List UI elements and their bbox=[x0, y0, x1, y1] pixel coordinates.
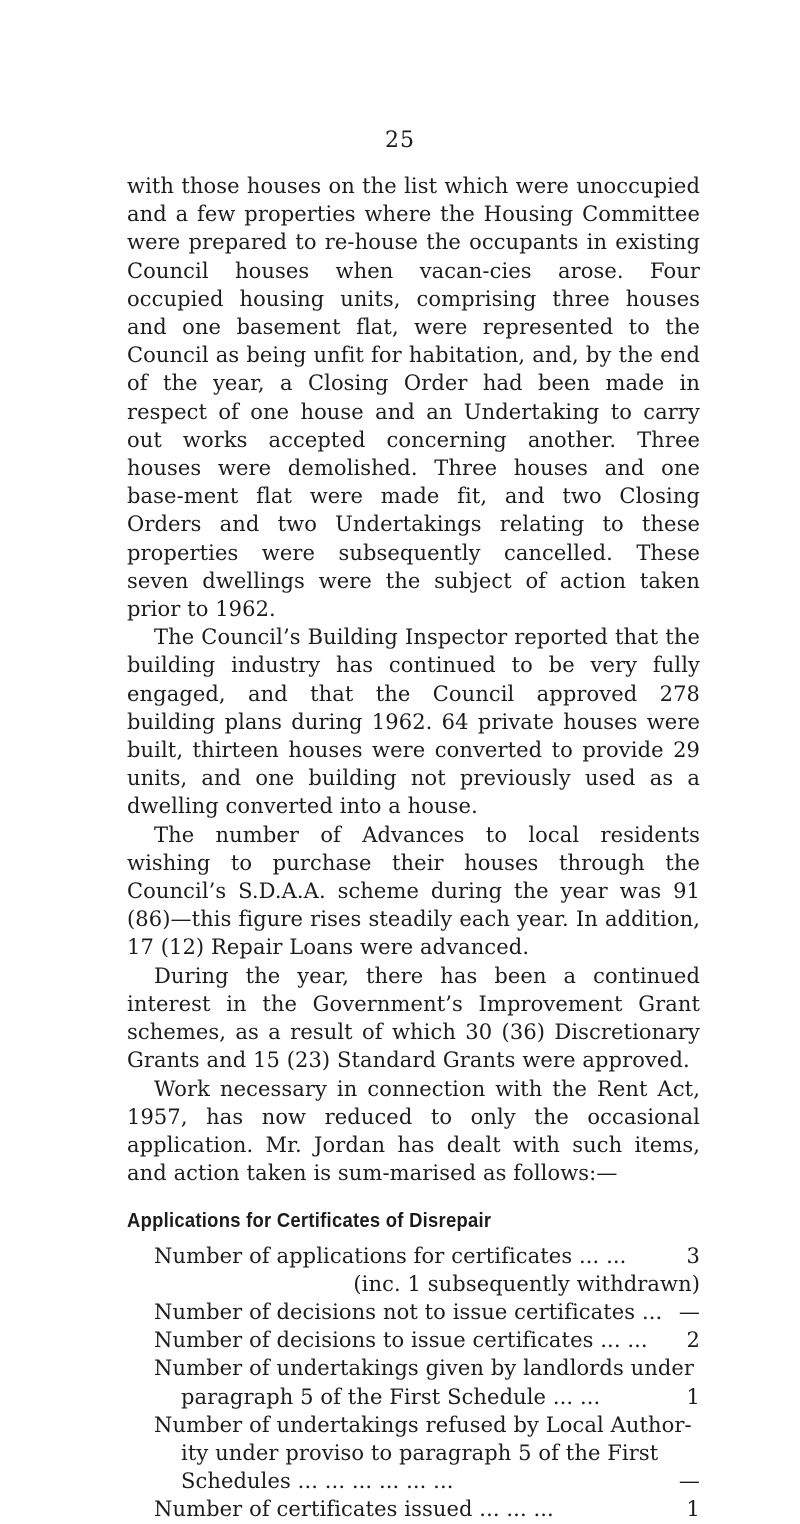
paragraph-rent-act: Work necessary in connection with the Rent Act, 1957, has now reduced to only the occasional application. Mr. Jordan has dealt with such items, and action taken is sum-marised as follows:— bbox=[127, 1076, 700, 1186]
document-body bbox=[127, 172, 700, 1524]
paragraph-improvement-grants: During the year, there has been a continued interest in the Government’s Improvement Grant schemes, as a result of which 30 (36) Discretionary Grants and 15 (23) Standard Grants were approved. bbox=[127, 963, 700, 1073]
item-value: — bbox=[678, 1469, 700, 1494]
item-label: Number of certificates issued ... ... ... bbox=[154, 1497, 554, 1522]
list-item-continuation bbox=[154, 1383, 700, 1411]
item-label: Number of undertakings refused by Local Author- bbox=[154, 1412, 692, 1437]
certificates-list bbox=[127, 1242, 700, 1524]
list-item bbox=[154, 1326, 700, 1354]
paragraph-unfit-housing: with those houses on the list which were unoccupied and a few properties where the Housing Committee were prepared to re-house the occupants in existing Council houses when vacan-cies arose. Four occupied housing units, comprising three houses and one basement flat, were represented to the Council as being unfit for habitation, and, by the end of the year, a Closing Order had been made in respect of one house and an Undertaking to carry out works accepted concerning another. Three houses were demolished. Three houses and one base-ment flat were made fit, and two Closing Orders and two Undertakings relating to these properties were subsequently cancelled. These seven dwellings were the subject of action taken prior to 1962. bbox=[127, 174, 700, 622]
list-item bbox=[154, 1354, 700, 1382]
item-label: Number of decisions not to issue certificates ... bbox=[154, 1299, 663, 1324]
item-value: 3 bbox=[686, 1243, 700, 1268]
item-note: (inc. 1 subsequently withdrawn) bbox=[353, 1271, 700, 1296]
list-item bbox=[154, 1411, 700, 1439]
item-value: 1 bbox=[686, 1497, 700, 1522]
certificates-heading: Applications for Certificates of Disrepair bbox=[127, 1210, 492, 1233]
list-item-continuation bbox=[154, 1467, 700, 1495]
list-item bbox=[154, 1242, 700, 1270]
item-label-continued: paragraph 5 of the First Schedule ... ... bbox=[181, 1384, 601, 1409]
item-value: 1 bbox=[686, 1384, 700, 1409]
item-label: Number of decisions to issue certificates ... ... bbox=[154, 1328, 648, 1353]
item-label-continued: ity under proviso to paragraph 5 of the First bbox=[181, 1440, 659, 1465]
item-label: Number of applications for certificates ... ... bbox=[154, 1243, 627, 1268]
list-item-continuation bbox=[154, 1439, 700, 1467]
paragraph-advances: The number of Advances to local residents wishing to purchase their houses through the Council’s S.D.A.A. scheme during the year was 91 (86)—this figure rises steadily each year. In addition, 17 (12) Repair Loans were advanced. bbox=[127, 822, 700, 960]
item-value: — bbox=[678, 1299, 700, 1324]
list-item bbox=[154, 1298, 700, 1326]
paragraph-building-inspector: The Council’s Building Inspector reported that the building industry has continued to be very fully engaged, and that the Council approved 278 building plans during 1962. 64 private houses were built, thirteen houses were converted to provide 29 units, and one building not previously used as a dwelling converted into a house. bbox=[127, 625, 700, 819]
list-item bbox=[154, 1495, 700, 1523]
page-number: 25 bbox=[385, 128, 415, 153]
item-label: Number of undertakings given by landlords under bbox=[154, 1356, 695, 1381]
item-value: 2 bbox=[686, 1328, 700, 1353]
item-label-continued: Schedules ... ... ... ... ... ... bbox=[181, 1469, 454, 1494]
